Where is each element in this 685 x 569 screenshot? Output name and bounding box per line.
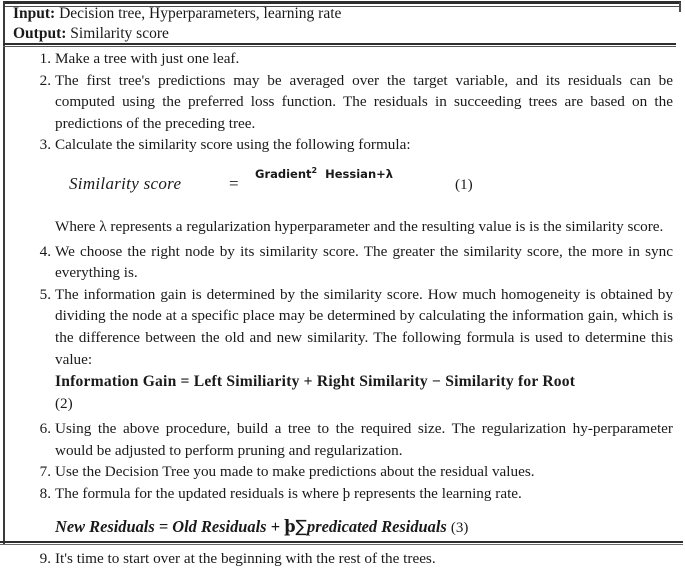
step-number: 3. [27, 134, 51, 156]
input-value: Decision tree, Hyperparameters, learning rate [55, 5, 341, 22]
formula3-rhs: predicated Residuals [307, 517, 447, 536]
step-text: Make a tree with just one leaf. [55, 48, 673, 70]
step-text: Calculate the similarity score using the following formula: [55, 134, 673, 156]
step-text: We choose the right node by its similarity score. The greater the similarity score, the more in sync everything is. [55, 241, 673, 284]
algorithm-header [13, 4, 663, 44]
step-number: 6. [27, 418, 51, 440]
step-number: 8. [27, 483, 51, 505]
formula1-fraction [253, 164, 395, 181]
formula1-equals: = [229, 174, 239, 194]
step-number: 7. [27, 461, 51, 483]
step-text: The first tree's predictions may be averaged over the target variable, and its residuals can be computed using the preferred loss function. The residuals in succeeding trees are based on the predictions of the preceding tree. [55, 70, 673, 135]
similarity-score-formula [13, 162, 673, 214]
step-number: 9. [27, 548, 51, 569]
formula3-sum-symbol: ∑ [296, 517, 307, 537]
input-label: Input: [13, 5, 55, 22]
formula1-number: (1) [455, 176, 473, 194]
step-item [13, 461, 673, 483]
step-number: 4. [27, 241, 51, 263]
right-border [679, 2, 681, 12]
header-divider-thin [3, 46, 676, 47]
step-number: 5. [27, 284, 51, 306]
formula1-note: Where λ represents a regularization hyperparameter and the resulting value is is the similarity score. [13, 216, 673, 238]
formula1-numerator-exponent: 2 [312, 166, 318, 175]
formula1-numerator [253, 167, 319, 182]
step-text: Using the above procedure, build a tree to the required size. The regularization hy-perparameter would be adjusted to perform pruning and regularization. [55, 418, 673, 461]
step-text: The information gain is determined by the similarity score. How much homogeneity is obtained by dividing the node at a specific place may be determined by calculating the information gain, which is the difference between the old and new similarity. The following formula is used to determine this value: [55, 284, 673, 370]
step-number: 2. [27, 70, 51, 92]
information-gain-formula: Information Gain = Left Similiarity + Right Similarity − Similarity for Root [13, 371, 673, 393]
step-item [13, 134, 673, 156]
output-line [13, 24, 663, 44]
left-border [3, 2, 5, 545]
output-value: Similarity score [66, 25, 168, 42]
formula3-lhs: New Residuals = Old Residuals + [55, 517, 284, 536]
step-text: The formula for the updated residuals is where þ represents the learning rate. [55, 483, 673, 505]
step-number: 1. [27, 48, 51, 70]
algorithm-steps [13, 48, 673, 569]
formula3-number: (3) [451, 520, 469, 536]
step-item [13, 241, 673, 284]
step-item [13, 284, 673, 370]
output-label: Output: [13, 25, 66, 42]
step-item [13, 48, 673, 70]
formula2-number: (2) [13, 393, 673, 415]
step-item [13, 483, 673, 505]
step-item [13, 70, 673, 135]
formula1-numerator-text: Gradient [255, 167, 312, 181]
step-item [13, 418, 673, 461]
formula3-beta-symbol: þ [284, 517, 295, 536]
step-text: It's time to start over at the beginning with the rest of the trees. [55, 548, 673, 569]
formula1-denominator: Hessian+λ [323, 166, 395, 181]
new-residuals-formula [13, 515, 673, 540]
input-line [13, 4, 663, 24]
formula1-lhs: Similarity score [69, 174, 181, 194]
step-text: Use the Decision Tree you made to make predictions about the residual values. [55, 461, 673, 483]
step-item [13, 548, 673, 569]
